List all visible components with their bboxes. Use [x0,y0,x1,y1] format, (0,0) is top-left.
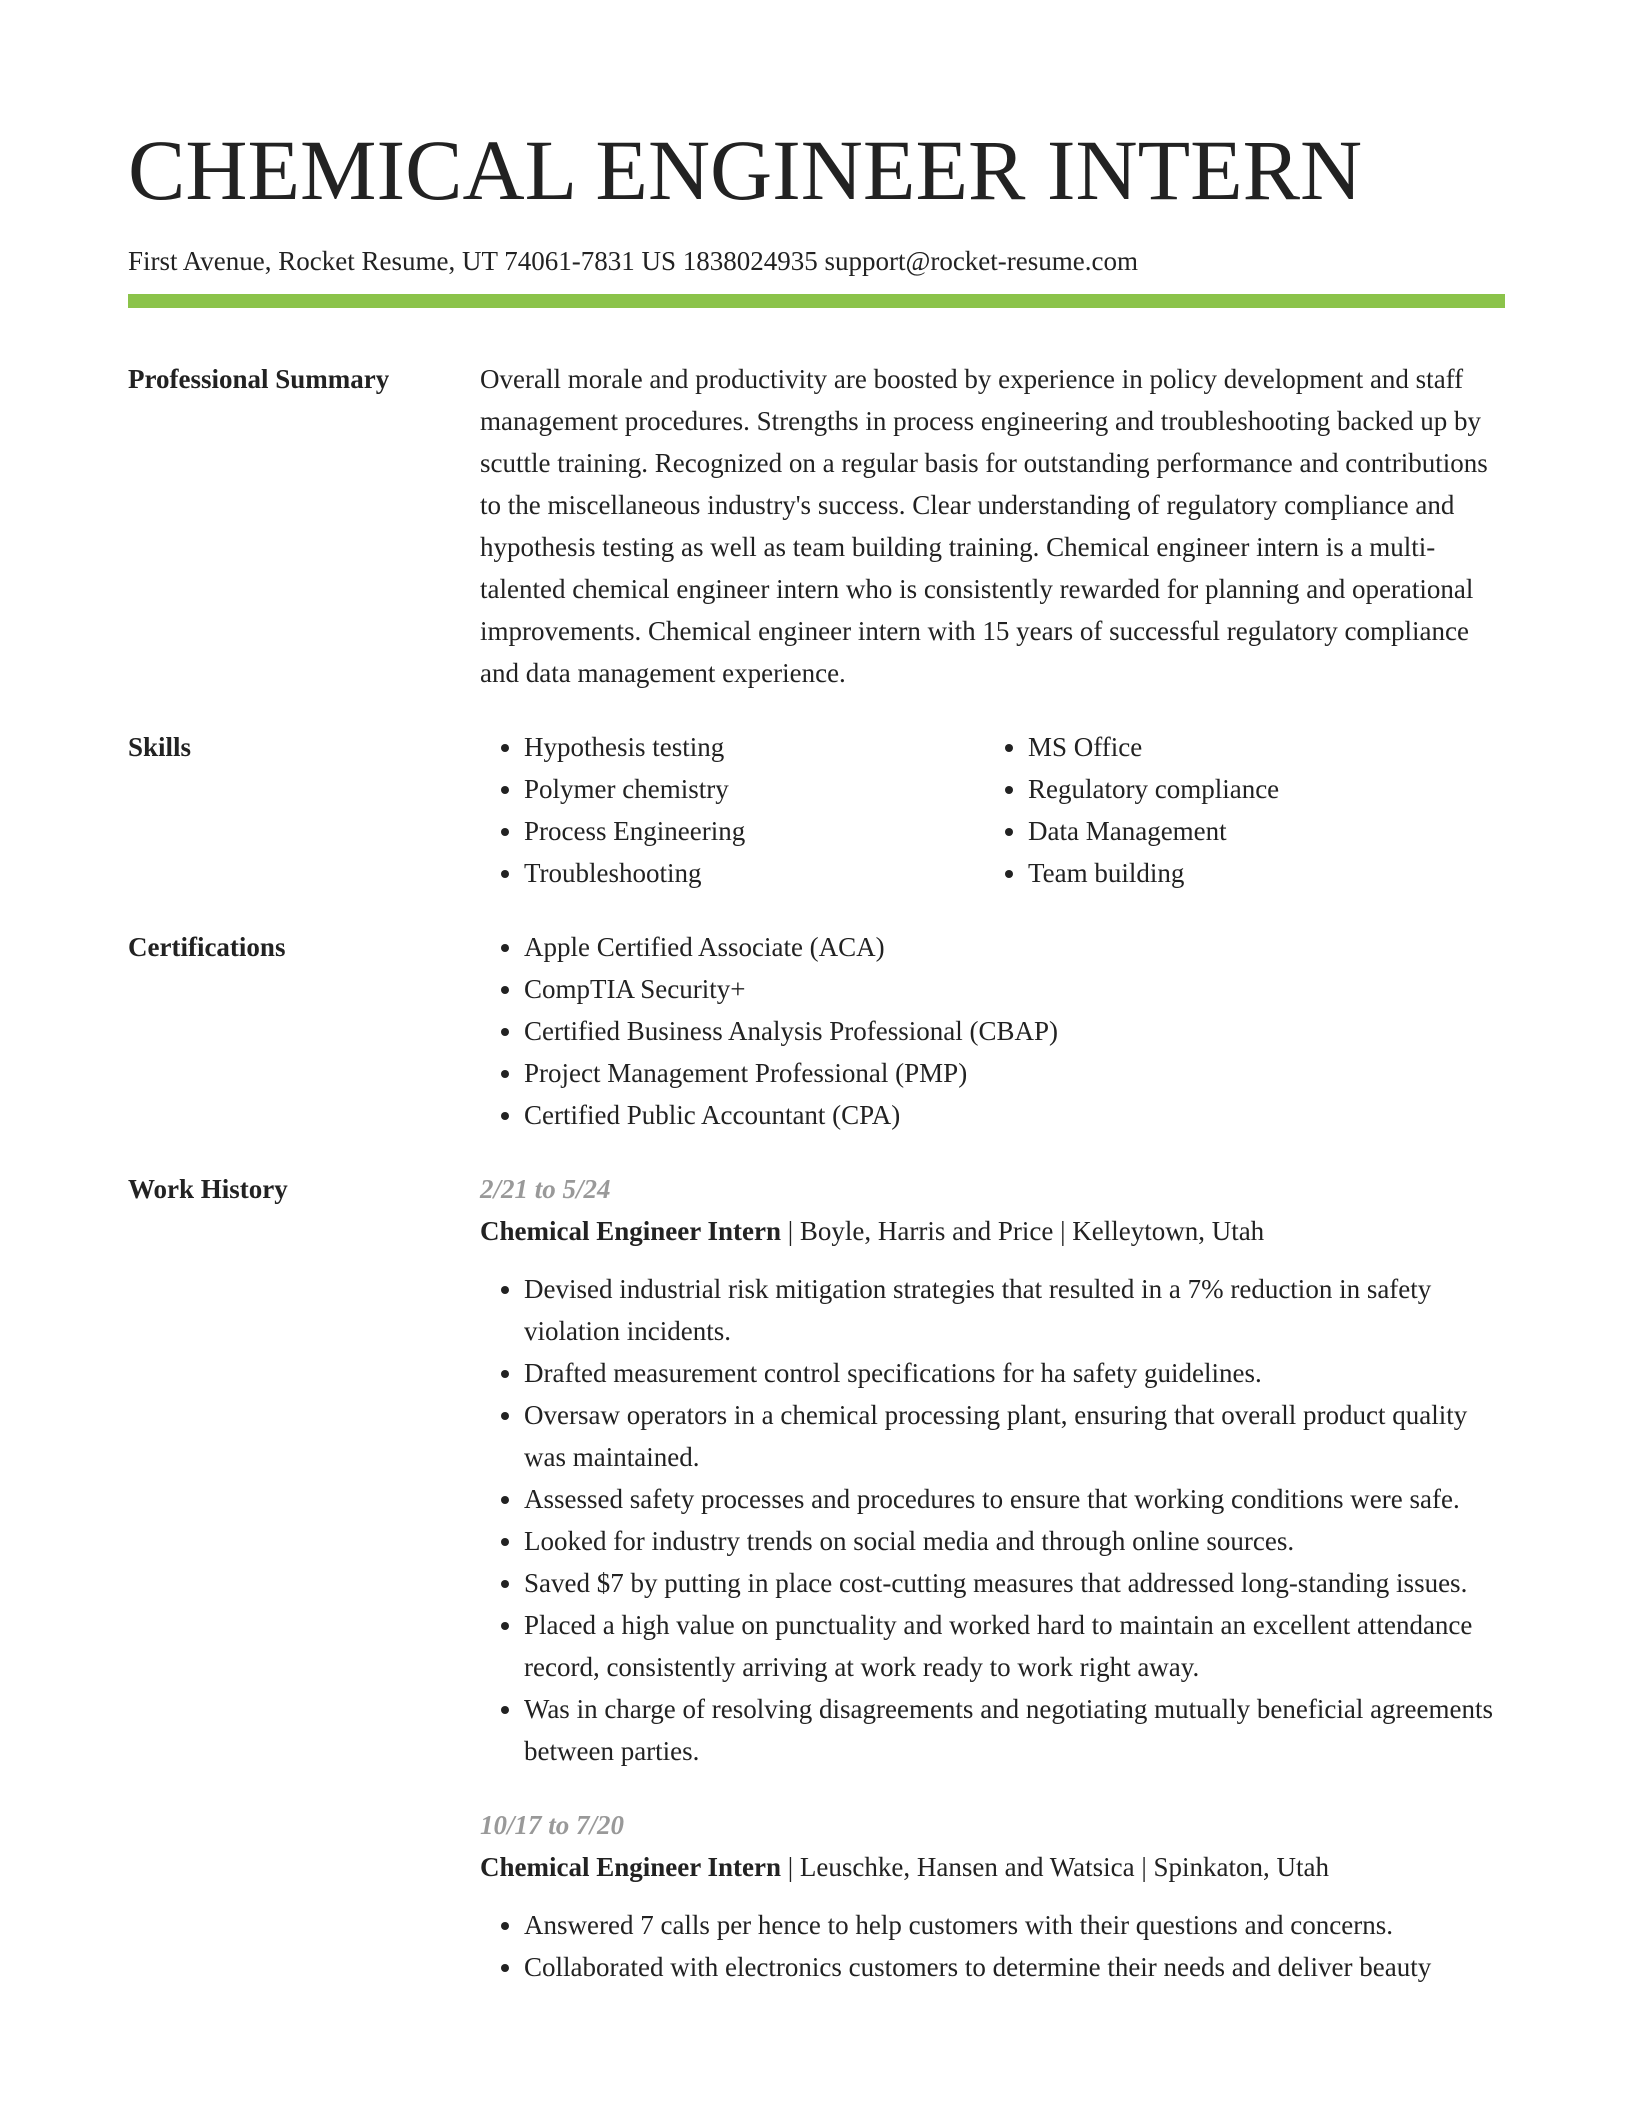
job-employer-location: | Boyle, Harris and Price | Kelleytown, Utah [780,1216,1265,1246]
job-bullet: • Saved $7 by putting in place cost-cutting measures that addressed long-standing issues. [524,1562,1505,1604]
skill-item: • Process Engineering [524,810,984,852]
job-bullet: • Placed a high value on punctuality and worked hard to maintain an excellent attendance record, consistently arriving at work ready to work right away. [524,1604,1505,1688]
summary-heading: Professional Summary [128,364,390,394]
resume-title: CHEMICAL ENGINEER INTERN [128,122,1363,218]
certification-item: • Certified Business Analysis Professional (CBAP) [524,1010,1505,1052]
job-bullet: • Oversaw operators in a chemical processing plant, ensuring that overall product quality was maintained. [524,1394,1505,1478]
summary-section [128,358,1505,694]
certification-item: • Project Management Professional (PMP) [524,1052,1505,1094]
resume-page [128,0,1505,1988]
certifications-list [480,926,1505,1136]
job-dates: 2/21 to 5/24 [480,1174,611,1204]
job-bullet: • Answered 7 calls per hence to help customers with their questions and concerns. [524,1904,1505,1946]
contact-line: First Avenue, Rocket Resume, UT 74061-7831 US 1838024935 support@rocket-resume.com [128,246,1138,276]
job-title: Chemical Engineer Intern [480,1216,781,1246]
job-bullets [480,1904,1505,1988]
skill-item: • Polymer chemistry [524,768,984,810]
summary-text: Overall morale and productivity are boosted by experience in policy development and staff management procedures. Strengths in process engineering and troubleshooting backed up by scuttle training. Recognized on a regular basis for outstanding performance and contributions to the miscellaneous industry's success. Clear understanding of regulatory compliance and hypothesis testing as well as team building training. Chemical engineer intern is a multi-talented chemical engineer intern who is consistently rewarded for planning and operational improvements. Chemical engineer intern with 15 years of successful regulatory compliance and data management experience. [480,364,1488,688]
job-bullet: • Collaborated with electronics customers to determine their needs and deliver beauty [524,1946,1505,1988]
certification-item: • Certified Public Accountant (CPA) [524,1094,1505,1136]
certification-item: • CompTIA Security+ [524,968,1505,1010]
job-dates: 10/17 to 7/20 [480,1810,625,1840]
work-history-heading: Work History [128,1174,288,1204]
job-heading [480,1846,1505,1888]
certifications-section [128,926,1505,1136]
job-title: Chemical Engineer Intern [480,1852,781,1882]
job-bullet: • Looked for industry trends on social media and through online sources. [524,1520,1505,1562]
header-divider [128,294,1505,308]
skills-section [128,726,1505,894]
work-history-list [480,1168,1505,1988]
job-bullets [480,1268,1505,1772]
job-bullet: • Was in charge of resolving disagreements and negotiating mutually beneficial agreements between parties. [524,1688,1505,1772]
job-entry [480,1804,1505,1988]
skill-item: • Team building [1028,852,1488,894]
job-bullet: • Drafted measurement control specifications for ha safety guidelines. [524,1352,1505,1394]
skill-item: • Regulatory compliance [1028,768,1488,810]
certifications-heading: Certifications [128,932,286,962]
skills-column-left [480,726,984,894]
job-employer-location: | Leuschke, Hansen and Watsica | Spinkaton, Utah [780,1852,1329,1882]
skills-heading: Skills [128,732,192,762]
skill-item: • MS Office [1028,726,1488,768]
job-heading [480,1210,1505,1252]
skill-item: • Troubleshooting [524,852,984,894]
work-history-section [128,1168,1505,1988]
certification-item: • Apple Certified Associate (ACA) [524,926,1505,968]
job-bullet: • Assessed safety processes and procedures to ensure that working conditions were safe. [524,1478,1505,1520]
skill-item: • Data Management [1028,810,1488,852]
skills-list [480,726,1505,894]
job-entry [480,1168,1505,1772]
skill-item: • Hypothesis testing [524,726,984,768]
skills-column-right [984,726,1488,894]
job-bullet: • Devised industrial risk mitigation strategies that resulted in a 7% reduction in safety violation incidents. [524,1268,1505,1352]
